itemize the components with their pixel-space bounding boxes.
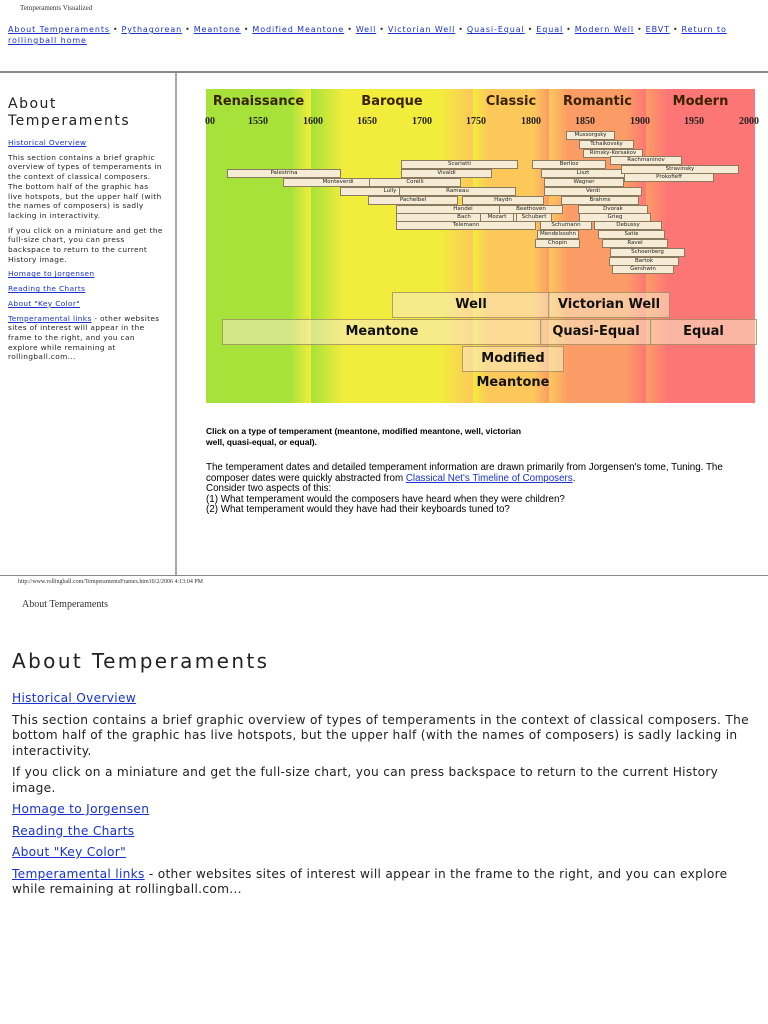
composer-bar: Beethoven xyxy=(499,205,563,214)
nav-link-modified-meantone[interactable]: Modified Meantone xyxy=(252,25,345,34)
backspace-text: If you click on a miniature and get the full-size chart, you can press backspace to return to the current History image. xyxy=(12,765,719,795)
nav-separator: • xyxy=(379,25,385,34)
temperament-meantone[interactable]: Meantone xyxy=(222,319,542,345)
temperament-modified-meantone[interactable]: Modified Meantone xyxy=(462,346,564,372)
composer-bar: Wagner xyxy=(544,178,624,187)
year-tick: 1950 xyxy=(684,116,704,127)
nav-link-modern-well[interactable]: Modern Well xyxy=(574,25,635,34)
timeline-link[interactable]: Classical Net's Timeline of Composers xyxy=(405,472,573,484)
temperamental-links-text: - other websites sites of interest will appear in the frame to the right, and you can explore while remaining at rollingball.com... xyxy=(8,313,160,362)
nav-link-home[interactable]: Return to rollingball home xyxy=(8,25,727,45)
composer-bar: Rameau xyxy=(399,187,516,196)
nav-separator: • xyxy=(243,25,250,34)
composer-bar: Berlioz xyxy=(532,160,606,169)
desc-question-1: (1) What temperament would the composers have heard when they were children? xyxy=(206,493,565,505)
year-tick: 1900 xyxy=(630,116,650,127)
historical-overview-link[interactable]: Historical Overview xyxy=(8,138,87,147)
composer-bar: Handel xyxy=(396,205,530,214)
composer-bar: Scarlatti xyxy=(401,160,518,169)
composer-bar: Monteverdi xyxy=(283,178,393,187)
chart-description xyxy=(206,463,726,516)
composer-bar: Brahms xyxy=(561,196,639,205)
homage-link[interactable]: Homage to Jorgensen xyxy=(8,269,95,279)
print-page-header: About Temperaments xyxy=(22,599,109,610)
desc-question-2: (2) What temperament would they have had their keyboards tuned to? xyxy=(206,504,510,516)
composer-bar: Ravel xyxy=(602,239,668,248)
composer-bar: Mozart xyxy=(480,213,514,222)
composer-bar: Rimsky-Korsakov xyxy=(583,149,643,158)
composer-bar: Verdi xyxy=(544,187,642,196)
era-label-baroque: Baroque xyxy=(361,94,423,109)
nav-link-about[interactable]: About Temperaments xyxy=(8,25,110,34)
era-label-renaissance: Renaissance xyxy=(212,94,305,109)
top-navigation xyxy=(8,24,748,46)
era-band-baroque xyxy=(311,89,473,403)
browser-print-title: Temperaments Visualized xyxy=(20,4,93,12)
desc-text: The temperament dates and detailed temperament information are drawn primarily from Jorgensen's tome, Tuning. The composer dates were quickly abstracted from xyxy=(206,462,723,484)
page-title: About Temperaments xyxy=(12,649,270,673)
composer-bar: Haydn xyxy=(462,196,544,205)
composer-bar: Rachmaninov xyxy=(610,156,682,165)
frame-divider-top xyxy=(0,71,768,73)
composer-bar: Bartok xyxy=(609,257,679,266)
historical-overview-link[interactable]: Historical Overview xyxy=(12,691,137,705)
nav-link-ebvt[interactable]: EBVT xyxy=(645,25,670,34)
intro-text: This section contains a brief graphic overview of types of temperaments in the context of classical composers. The bottom half of the graphic has live hotspots, but the upper half (with the names of composers) is sadly lacking in interactivity. xyxy=(8,152,162,220)
composer-bar: Lully xyxy=(340,187,440,196)
nav-separator: • xyxy=(672,25,679,34)
temperament-quasi-equal[interactable]: Quasi-Equal xyxy=(540,319,652,345)
composer-bar: Bach xyxy=(396,213,532,222)
composer-bar: Debussy xyxy=(594,221,662,230)
frame-divider-bottom xyxy=(0,575,768,576)
nav-separator: • xyxy=(347,25,353,34)
year-tick: 1700 xyxy=(412,116,432,127)
temperamental-links-link[interactable]: Temperamental links xyxy=(12,866,145,881)
era-label-romantic: Romantic xyxy=(563,94,632,109)
composer-bar: Schubert xyxy=(516,213,552,222)
year-tick: 00 xyxy=(205,116,215,127)
reading-charts-link[interactable]: Reading the Charts xyxy=(12,823,135,838)
composer-bar: Palestrina xyxy=(227,169,341,178)
nav-separator: • xyxy=(185,25,191,34)
composer-bar: Corelli xyxy=(369,178,461,187)
backspace-text: If you click on a miniature and get the full-size chart, you can press backspace to return to the current History image. xyxy=(8,225,163,264)
nav-separator: • xyxy=(458,25,464,34)
year-tick: 1650 xyxy=(357,116,377,127)
desc-period: . xyxy=(572,472,576,484)
composer-bar: Mussorgsky xyxy=(566,131,615,140)
left-page-title: About Temperaments xyxy=(8,96,131,129)
year-tick: 1850 xyxy=(575,116,595,127)
key-color-link[interactable]: About "Key Color" xyxy=(8,298,80,308)
era-band-renaissance xyxy=(206,89,311,403)
composer-bar: Dvorak xyxy=(578,205,648,214)
desc-consider: Consider two aspects of this: xyxy=(206,483,332,495)
print-footer-url: http://www.rollingball.com/TemperamentsFrames.htm10/2/2006 4:13:04 PM xyxy=(18,579,204,585)
composer-bar: Satie xyxy=(598,230,665,239)
era-label-modern: Modern xyxy=(672,94,729,109)
composer-bar: Pachelbel xyxy=(368,196,458,205)
nav-link-meantone[interactable]: Meantone xyxy=(193,25,241,34)
composer-bar: Schoenberg xyxy=(610,248,685,257)
reading-charts-link[interactable]: Reading the Charts xyxy=(8,284,86,294)
homage-link[interactable]: Homage to Jorgensen xyxy=(12,802,150,816)
composer-bar: Prokofieff xyxy=(624,173,714,182)
key-color-link[interactable]: About "Key Color" xyxy=(12,845,127,859)
composer-bar: Grieg xyxy=(579,213,651,222)
year-tick: 1800 xyxy=(521,116,541,127)
chart-caption: Click on a type of temperament (meantone, modified meantone, well, victorian well, quasi-equal, or equal). xyxy=(206,426,522,447)
composer-bar: Tchaikovsky xyxy=(579,140,634,149)
composer-bar: Stravinsky xyxy=(621,165,739,174)
temperament-equal[interactable]: Equal xyxy=(650,319,757,345)
year-tick: 1550 xyxy=(248,116,268,127)
composer-bar: Chopin xyxy=(535,239,580,248)
nav-link-equal[interactable]: Equal xyxy=(536,25,564,34)
nav-separator: • xyxy=(637,25,643,34)
nav-link-victorian-well[interactable]: Victorian Well xyxy=(387,25,456,34)
year-tick: 1600 xyxy=(303,116,323,127)
year-tick: 2000 xyxy=(739,116,759,127)
temperament-well[interactable]: Well xyxy=(392,292,550,318)
frame-divider-vertical[interactable] xyxy=(175,73,177,575)
composer-bar: Liszt xyxy=(541,169,625,178)
nav-separator: • xyxy=(566,25,572,34)
nav-separator: • xyxy=(527,25,534,34)
temperamental-links-link[interactable]: Temperamental links xyxy=(8,313,92,323)
nav-link-well[interactable]: Well xyxy=(355,25,377,34)
nav-link-pythagorean[interactable]: Pythagorean xyxy=(121,25,183,34)
left-frame xyxy=(8,96,164,367)
composer-bar: Gershwin xyxy=(612,265,674,274)
era-label-classic: Classic xyxy=(485,94,537,109)
nav-separator: • xyxy=(112,25,119,34)
composer-bar: Mendelssohn xyxy=(537,230,579,239)
year-tick: 1750 xyxy=(466,116,486,127)
temperamental-links-text: - other websites sites of interest will appear in the frame to the right, and you can explore while remaining at rollingball.com... xyxy=(12,866,728,896)
composer-bar: Schumann xyxy=(540,221,592,230)
printed-left-frame xyxy=(12,648,756,904)
composer-bar: Vivaldi xyxy=(401,169,492,178)
temperament-victorian-well[interactable]: Victorian Well xyxy=(548,292,670,318)
composer-bar: Telemann xyxy=(396,221,536,230)
temperament-timeline-chart xyxy=(205,89,759,403)
nav-link-quasi-equal[interactable]: Quasi-Equal xyxy=(466,25,525,34)
intro-text: This section contains a brief graphic overview of types of temperaments in the context of classical composers. The bottom half of the graphic has live hotspots, but the upper half (with the names of composers) is sadly lacking in interactivity. xyxy=(12,712,749,758)
